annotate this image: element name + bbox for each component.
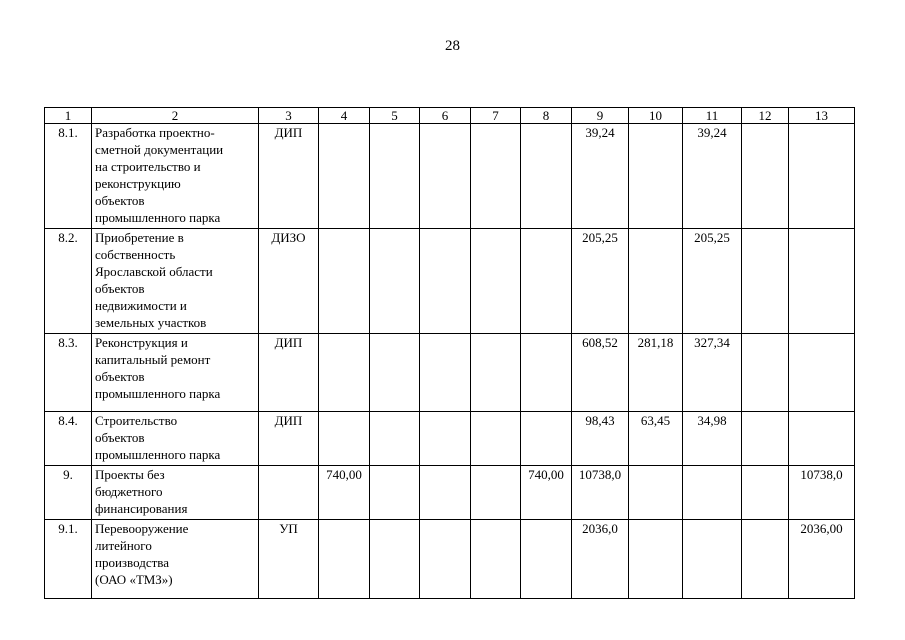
value-cell-c8	[521, 124, 572, 229]
table-row	[45, 520, 855, 599]
value-cell-c7	[471, 124, 521, 229]
value-cell-c5	[370, 229, 420, 334]
header-cell: 13	[789, 108, 855, 124]
page-number: 28	[445, 38, 460, 54]
value-cell-c10	[629, 520, 683, 599]
table-row	[45, 229, 855, 334]
value-cell-c8: 740,00	[521, 466, 572, 520]
header-cell: 12	[742, 108, 789, 124]
activity-name	[92, 229, 259, 334]
value-cell-c10	[629, 124, 683, 229]
table-row	[45, 466, 855, 520]
executor: ДИЗО	[259, 229, 319, 334]
value-cell-c13: 2036,00	[789, 520, 855, 599]
activity-name	[92, 412, 259, 466]
value-cell-c5	[370, 466, 420, 520]
executor: УП	[259, 520, 319, 599]
value-cell-c5	[370, 334, 420, 412]
value-cell-c6	[420, 412, 471, 466]
executor: ДИП	[259, 412, 319, 466]
value-cell-c13	[789, 124, 855, 229]
row-number: 9.1.	[45, 520, 92, 599]
value-cell-c12	[742, 412, 789, 466]
row-number: 8.3.	[45, 334, 92, 412]
value-cell-c9: 10738,0	[572, 466, 629, 520]
activity-name-line: финансирования	[95, 501, 188, 516]
value-cell-c6	[420, 229, 471, 334]
activity-name-line: промышленного парка	[95, 447, 221, 462]
value-cell-c13	[789, 412, 855, 466]
header-cell: 10	[629, 108, 683, 124]
program-table	[44, 107, 855, 599]
activity-name-line: объектов	[95, 193, 145, 208]
activity-name-line: земельных участков	[95, 315, 207, 330]
value-cell-c5	[370, 124, 420, 229]
value-cell-c11	[683, 520, 742, 599]
value-cell-c10	[629, 466, 683, 520]
value-cell-c8	[521, 334, 572, 412]
activity-name-line: производства	[95, 555, 170, 570]
activity-name-line: собственность	[95, 247, 176, 262]
activity-name-line: Ярославской области	[95, 264, 213, 279]
activity-name-line: Приобретение в	[95, 230, 184, 245]
value-cell-c8	[521, 229, 572, 334]
activity-name-line: объектов	[95, 281, 145, 296]
value-cell-c12	[742, 334, 789, 412]
value-cell-c11: 205,25	[683, 229, 742, 334]
activity-name-line: (ОАО «ТМЗ»)	[95, 572, 173, 587]
activity-name-line: Реконструкция и	[95, 335, 188, 350]
value-cell-c7	[471, 334, 521, 412]
executor	[259, 466, 319, 520]
header-cell: 8	[521, 108, 572, 124]
activity-name-line: бюджетного	[95, 484, 163, 499]
activity-name-line: объектов	[95, 430, 145, 445]
value-cell-c4	[319, 520, 370, 599]
value-cell-c11: 34,98	[683, 412, 742, 466]
value-cell-c9: 39,24	[572, 124, 629, 229]
value-cell-c8	[521, 412, 572, 466]
activity-name	[92, 520, 259, 599]
value-cell-c11: 39,24	[683, 124, 742, 229]
value-cell-c4: 740,00	[319, 466, 370, 520]
header-cell: 3	[259, 108, 319, 124]
header-cell: 9	[572, 108, 629, 124]
value-cell-c6	[420, 334, 471, 412]
value-cell-c7	[471, 466, 521, 520]
value-cell-c11: 327,34	[683, 334, 742, 412]
value-cell-c13	[789, 229, 855, 334]
value-cell-c9: 98,43	[572, 412, 629, 466]
executor: ДИП	[259, 124, 319, 229]
value-cell-c9: 608,52	[572, 334, 629, 412]
activity-name-line: Разработка проектно-	[95, 125, 215, 140]
activity-name-line: капитальный ремонт	[95, 352, 211, 367]
value-cell-c8	[521, 520, 572, 599]
value-cell-c6	[420, 124, 471, 229]
value-cell-c7	[471, 520, 521, 599]
value-cell-c13: 10738,0	[789, 466, 855, 520]
activity-name-line: промышленного парка	[95, 386, 221, 401]
header-cell: 7	[471, 108, 521, 124]
table-row	[45, 334, 855, 412]
activity-name-line: недвижимости и	[95, 298, 187, 313]
header-cell: 5	[370, 108, 420, 124]
value-cell-c10: 63,45	[629, 412, 683, 466]
header-cell: 1	[45, 108, 92, 124]
activity-name-line: сметной документации	[95, 142, 224, 157]
value-cell-c12	[742, 229, 789, 334]
activity-name-line: Перевооружение	[95, 521, 189, 536]
activity-name-line: реконструкцию	[95, 176, 181, 191]
activity-name-line: объектов	[95, 369, 145, 384]
header-cell: 4	[319, 108, 370, 124]
executor: ДИП	[259, 334, 319, 412]
value-cell-c9: 205,25	[572, 229, 629, 334]
activity-name-line: Строительство	[95, 413, 178, 428]
header-cell: 6	[420, 108, 471, 124]
activity-name-line: на строительство и	[95, 159, 201, 174]
value-cell-c6	[420, 466, 471, 520]
value-cell-c7	[471, 412, 521, 466]
value-cell-c4	[319, 412, 370, 466]
activity-name-line: промышленного парка	[95, 210, 221, 225]
header-cell: 2	[92, 108, 259, 124]
value-cell-c7	[471, 229, 521, 334]
activity-name	[92, 466, 259, 520]
value-cell-c5	[370, 412, 420, 466]
table-row	[45, 412, 855, 466]
table-row	[45, 124, 855, 229]
value-cell-c4	[319, 229, 370, 334]
value-cell-c12	[742, 520, 789, 599]
activity-name	[92, 124, 259, 229]
activity-name-line: литейного	[95, 538, 152, 553]
value-cell-c5	[370, 520, 420, 599]
value-cell-c12	[742, 124, 789, 229]
value-cell-c6	[420, 520, 471, 599]
activity-name	[92, 334, 259, 412]
header-cell: 11	[683, 108, 742, 124]
value-cell-c12	[742, 466, 789, 520]
row-number: 9.	[45, 466, 92, 520]
value-cell-c4	[319, 124, 370, 229]
column-number-row	[45, 108, 855, 124]
value-cell-c9: 2036,0	[572, 520, 629, 599]
value-cell-c4	[319, 334, 370, 412]
value-cell-c10	[629, 229, 683, 334]
value-cell-c13	[789, 334, 855, 412]
row-number: 8.2.	[45, 229, 92, 334]
activity-name-line: Проекты без	[95, 467, 165, 482]
row-number: 8.1.	[45, 124, 92, 229]
value-cell-c10: 281,18	[629, 334, 683, 412]
value-cell-c11	[683, 466, 742, 520]
row-number: 8.4.	[45, 412, 92, 466]
